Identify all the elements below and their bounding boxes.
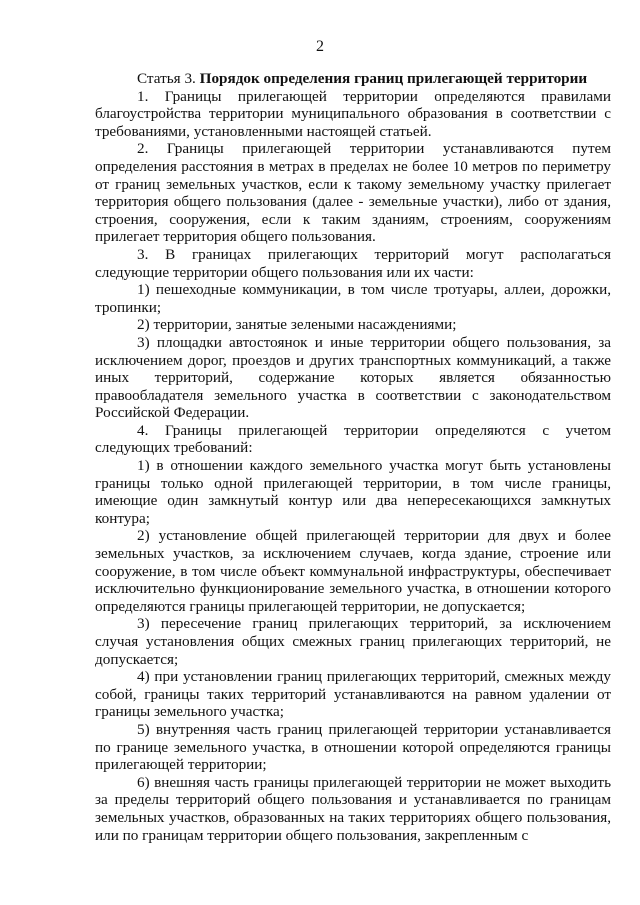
- article-heading: [95, 70, 611, 88]
- list-item-3-1: 1) пешеходные коммуникации, в том числе тротуары, аллеи, дорожки, тропинки;: [95, 281, 611, 316]
- document-body: [95, 70, 611, 844]
- paragraph-3: 3. В границах прилегающих территорий могут располагаться следующие территории общего пользования или их части:: [95, 245, 611, 281]
- list-item-4-2: 2) установление общей прилегающей территории для двух и более земельных участков, за исключением случаев, когда здание, строение или сооружение, в том числе объект коммунальной инфраструктуры, обеспечивает исключительно функционирование земельного участка, в отношении которого определяются границы прилегающей территории, не допускается;: [95, 527, 611, 615]
- list-item-4-1: 1) в отношении каждого земельного участка могут быть установлены границы только одной прилегающей территории, в том числе границы, имеющие один замкнутый контур или два непересекающихся замкнутых контура;: [95, 457, 611, 527]
- list-item-4-4: 4) при установлении границ прилегающих территорий, смежных между собой, границы таких территорий устанавливаются на равном удалении от границы земельного участка;: [95, 668, 611, 721]
- article-title: Порядок определения границ прилегающей территории: [199, 70, 588, 87]
- list-item-3-3: 3) площадки автостоянок и иные территории общего пользования, за исключением дорог, проездов и других транспортных коммуникаций, а также иных территорий, содержание которых является обязанностью правообладателя земельного участка в соответствии с законодательством Российской Федерации.: [95, 333, 611, 422]
- list-item-4-6: 6) внешняя часть границы прилегающей территории не может выходить за пределы территорий общего пользования и устанавливается по границам земельных участков, образованных на таких территориях общего пользования, или по границам территории общего пользования, закрепленным с: [95, 773, 611, 844]
- list-item-4-3: 3) пересечение границ прилегающих территорий, за исключением случая установления общих смежных границ прилегающих территорий, не допускается;: [95, 615, 611, 668]
- article-prefix: Статья 3.: [137, 70, 200, 87]
- list-item-3-2: 2) территории, занятые зелеными насаждениями;: [137, 316, 457, 334]
- paragraph-1: 1. Границы прилегающей территории определяются правилами благоустройства территории муниципального образования в соответствии с требованиями, установленными настоящей статьей.: [95, 87, 611, 140]
- paragraph-2: 2. Границы прилегающей территории устанавливаются путем определения расстояния в метрах в пределах не более 10 метров по периметру от границ земельных участков, если к такому земельному участку прилегает территория общего пользования (далее - земельные участки), либо от здания, строения, сооружения, если к таким зданиям, строениям, сооружениям прилегает территория общего пользования.: [95, 140, 611, 246]
- paragraph-4: 4. Границы прилегающей территории определяются с учетом следующих требований:: [95, 421, 611, 457]
- page-number: 2: [316, 38, 324, 55]
- list-item-4-5: 5) внутренняя часть границ прилегающей территории устанавливается по границе земельного участка, в отношении которой определяются границы прилегающей территории;: [95, 720, 611, 774]
